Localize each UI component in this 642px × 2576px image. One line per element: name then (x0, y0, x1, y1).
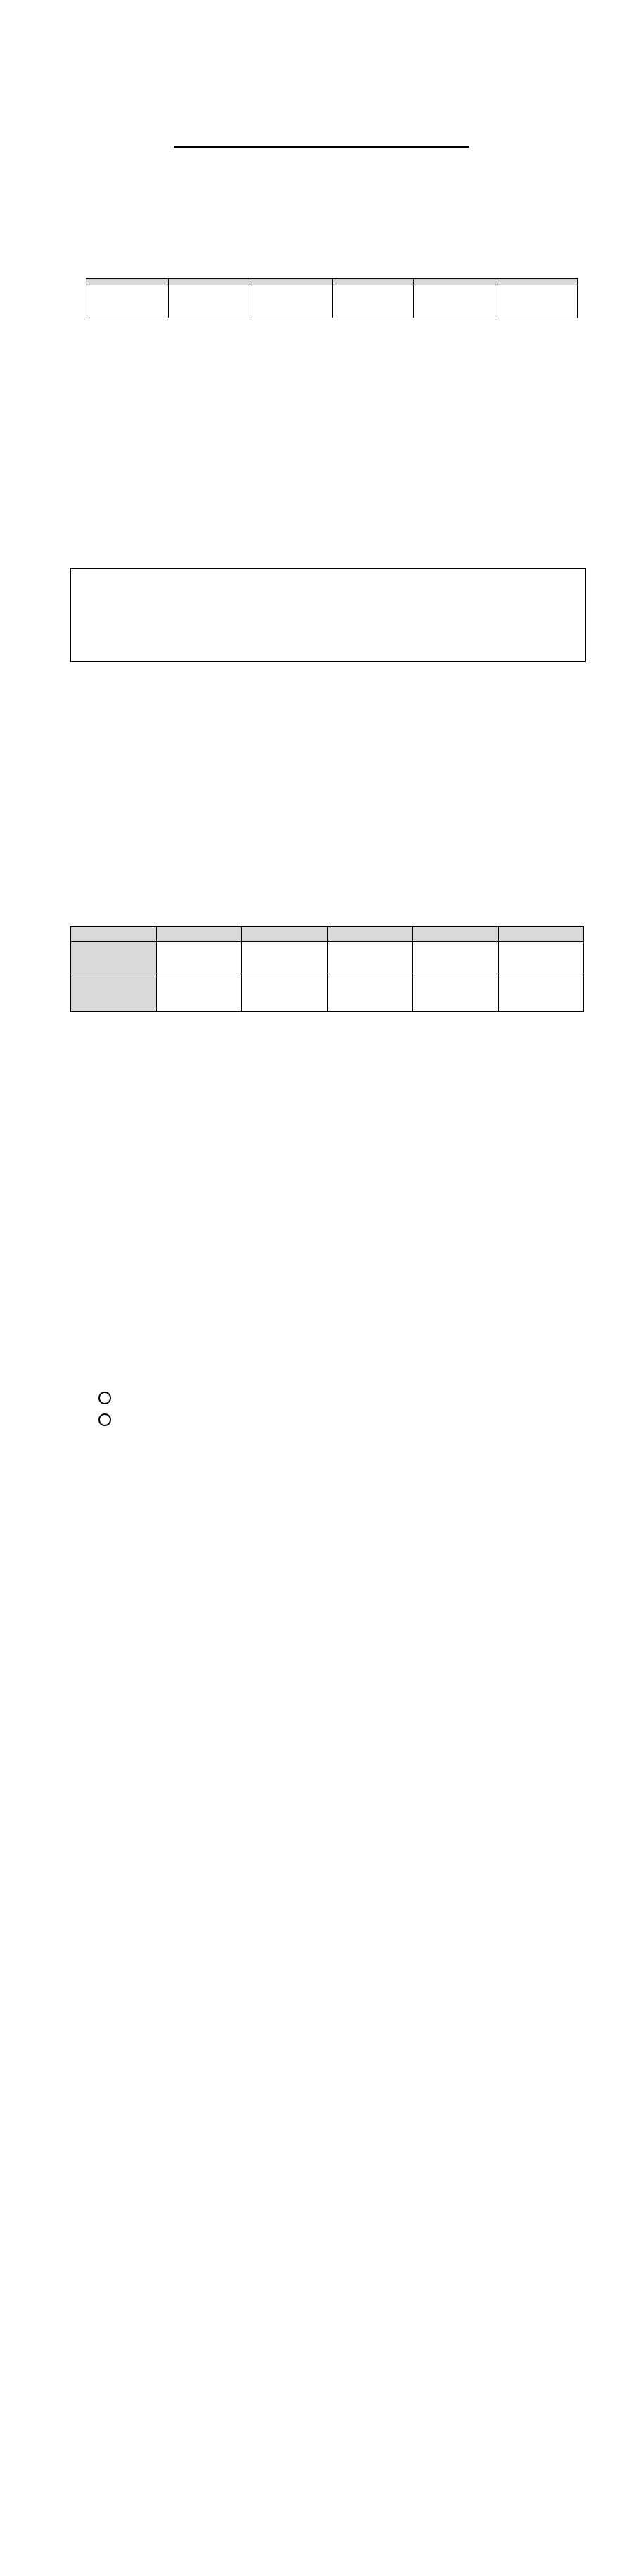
section-1 (70, 274, 586, 334)
requirements-box (70, 568, 586, 662)
th-3 (250, 279, 333, 285)
section-5 (70, 1385, 586, 1435)
box-line (78, 590, 578, 598)
box-line (78, 649, 578, 657)
section-3 (70, 921, 586, 1012)
sched-th-1 (71, 927, 157, 942)
box-line (78, 640, 578, 649)
sched-cell (498, 973, 584, 1012)
sched-th-3 (242, 927, 328, 942)
box-line (78, 623, 578, 632)
th-6 (496, 279, 578, 285)
th-2 (168, 279, 250, 285)
table-row (86, 285, 578, 318)
circle-bullet-icon (98, 1392, 111, 1404)
th-5 (414, 279, 496, 285)
sched-cell (413, 973, 499, 1012)
section-2 (70, 562, 586, 662)
td-4 (332, 285, 414, 318)
sched-cell (242, 973, 328, 1012)
screening-step-2 (98, 1413, 586, 1428)
th-1 (86, 279, 169, 285)
screening-step-1 (98, 1392, 586, 1406)
th-4 (332, 279, 414, 285)
positions-table (86, 278, 578, 318)
section-8 (70, 1947, 586, 1951)
box-line (78, 607, 578, 615)
sched-cell (156, 973, 242, 1012)
section-6 (70, 1525, 586, 1529)
td-3 (250, 285, 333, 318)
sched-th-4 (327, 927, 413, 942)
table-row (71, 942, 584, 973)
td-1 (86, 285, 169, 318)
table-row (71, 973, 584, 1012)
sched-th-6 (498, 927, 584, 942)
circle-bullet-icon (98, 1413, 111, 1426)
td-2 (168, 285, 250, 318)
sched-cell (327, 942, 413, 973)
box-line (78, 632, 578, 640)
sched-th-2 (156, 927, 242, 942)
section-7 (70, 1613, 586, 1617)
sched-cell (242, 942, 328, 973)
schedule-header (71, 927, 584, 942)
sched-cell (327, 973, 413, 1012)
box-line (78, 581, 578, 590)
section-4 (70, 1047, 586, 1051)
box-line (78, 615, 578, 623)
document-title (0, 139, 642, 148)
sched-th-5 (413, 927, 499, 942)
title-underline (174, 146, 469, 148)
positions-table-header (86, 279, 578, 285)
td-5 (414, 285, 496, 318)
box-line (78, 598, 578, 607)
sched-row-date-label (71, 942, 157, 973)
box-line (78, 573, 578, 581)
sched-row-method-label (71, 973, 157, 1012)
sched-cell (156, 942, 242, 973)
sched-cell (498, 942, 584, 973)
td-6 (496, 285, 578, 318)
sched-cell (413, 942, 499, 973)
schedule-table (70, 926, 584, 1012)
